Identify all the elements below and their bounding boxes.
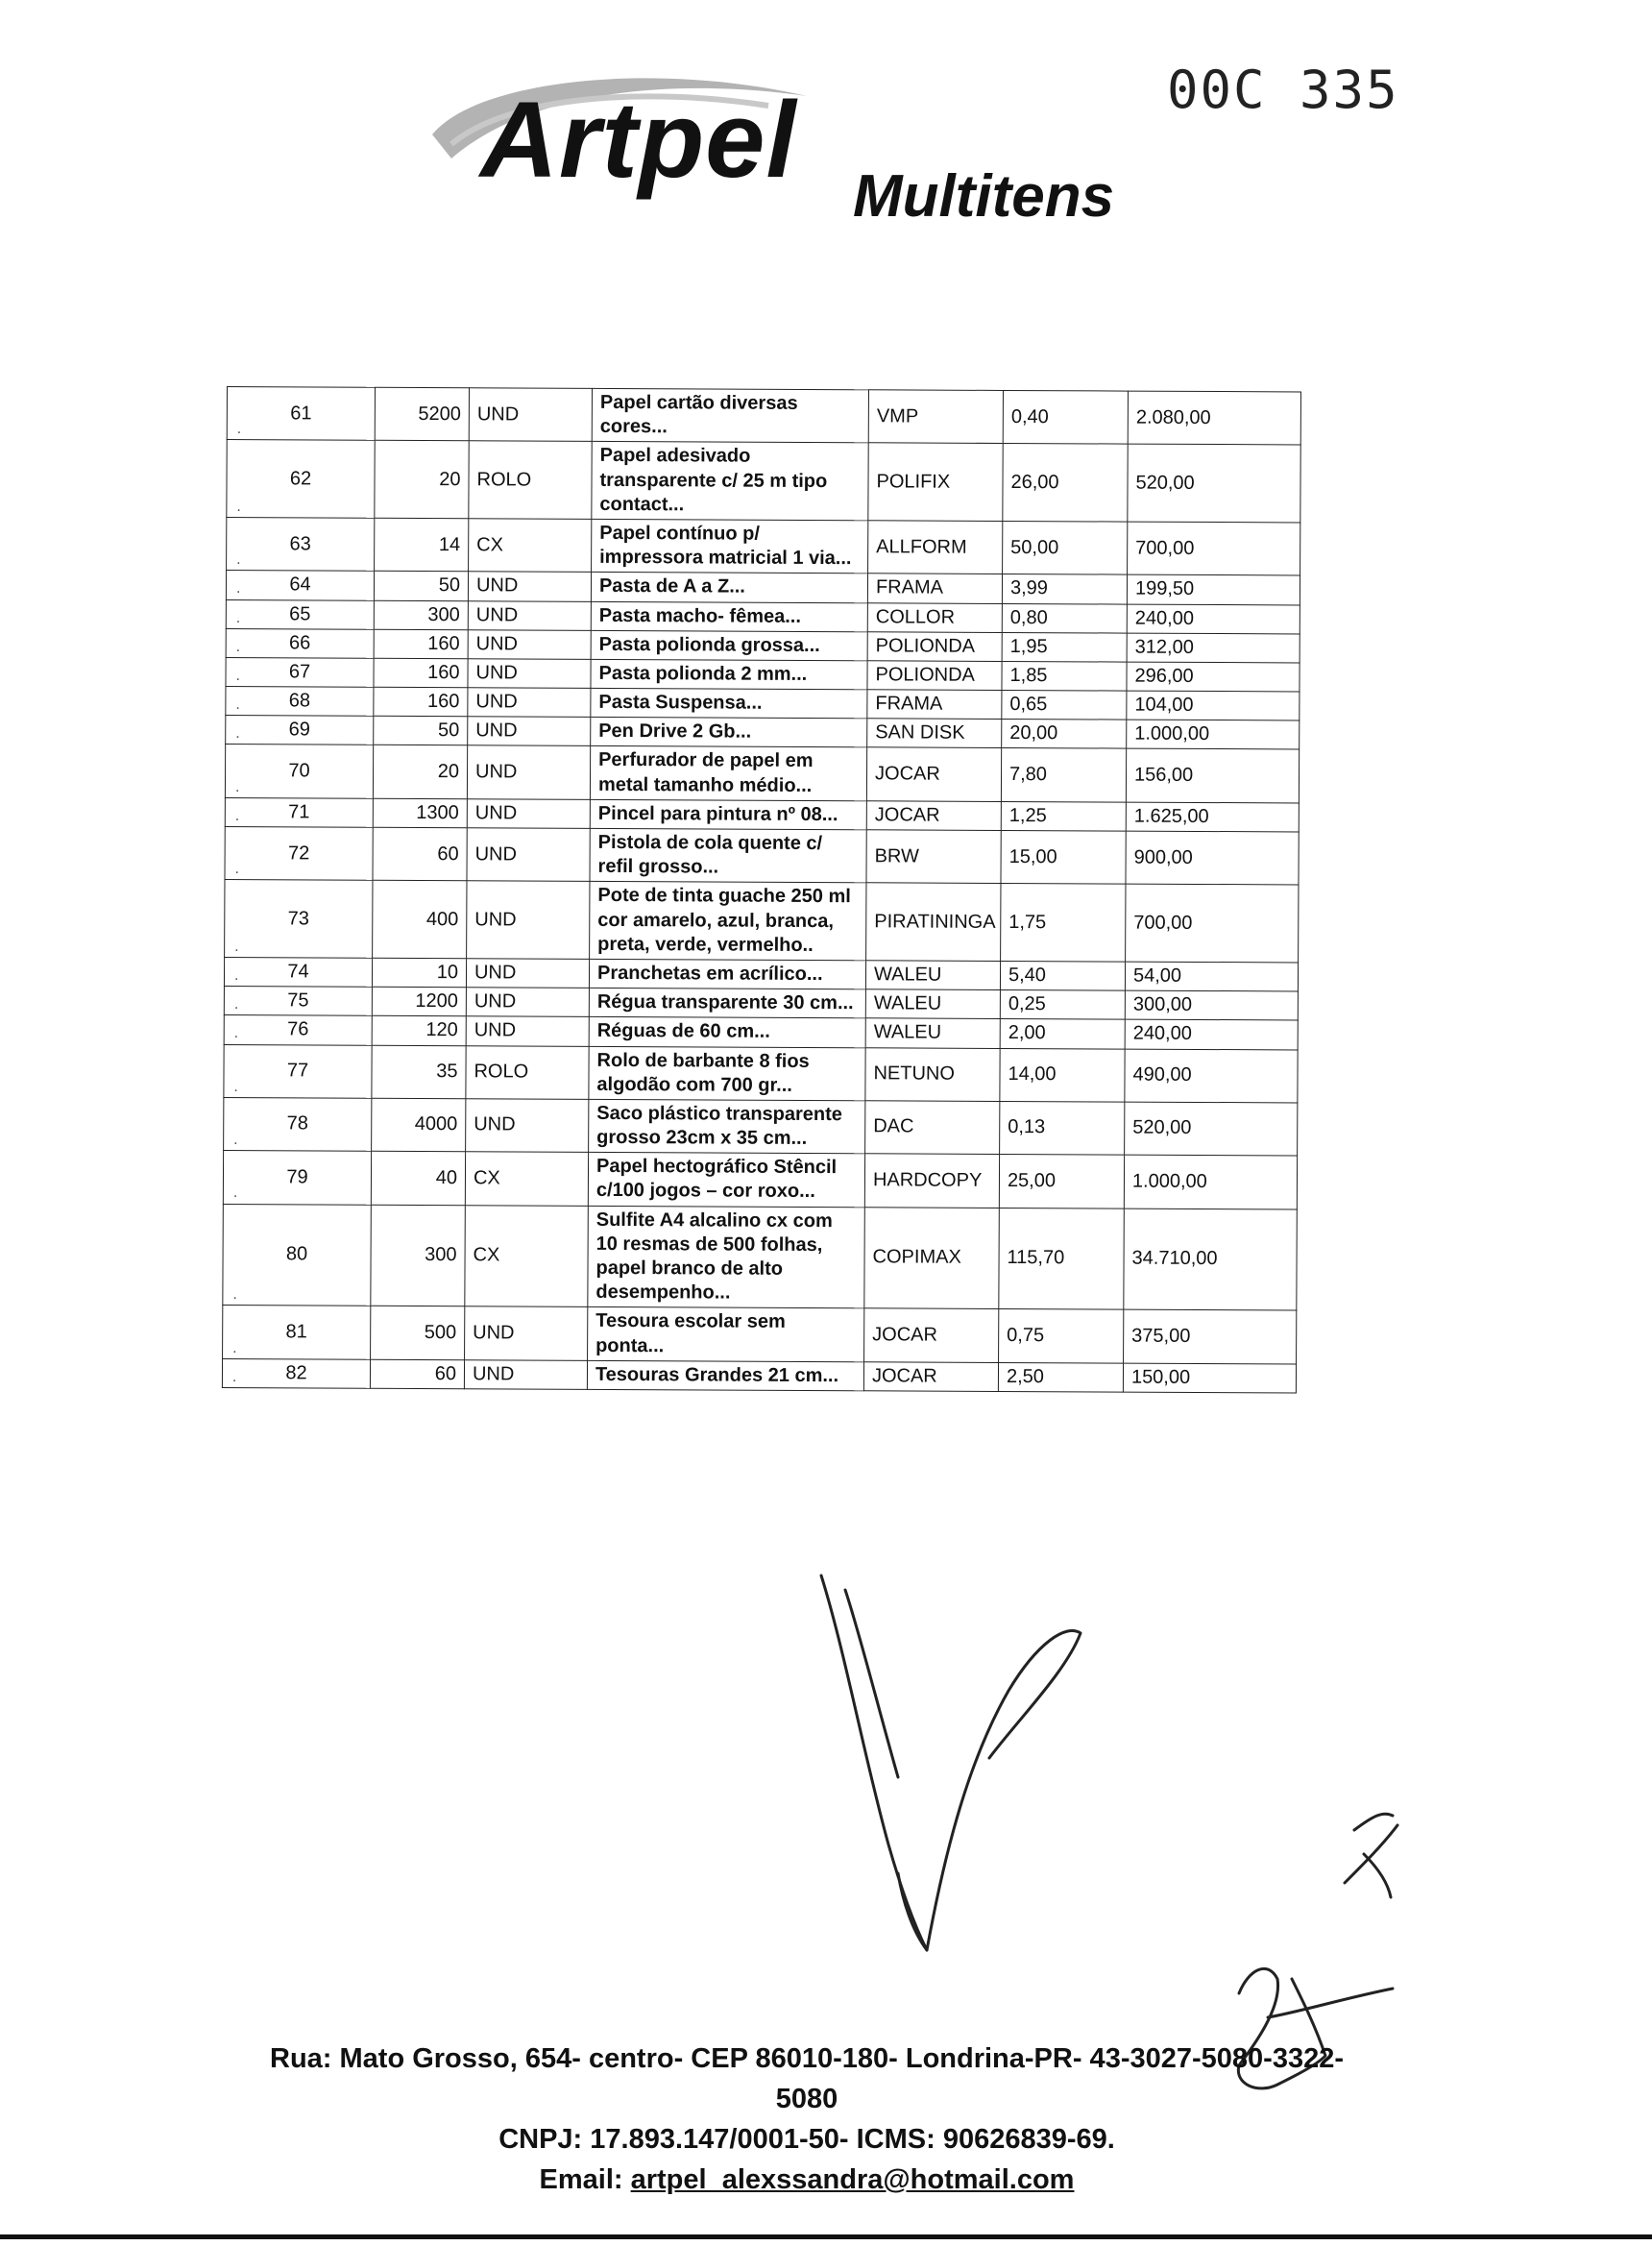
- item-brand: HARDCOPY: [864, 1154, 999, 1208]
- item-unit-price: 0,65: [1002, 691, 1127, 720]
- item-description: Régua transparente 30 cm...: [589, 988, 865, 1018]
- item-total: 34.710,00: [1124, 1208, 1298, 1311]
- footer-cnpj: CNPJ: 17.893.147/0001-50- ICMS: 90626839-69.: [498, 2124, 1115, 2156]
- item-brand: PIRATININGA: [866, 883, 1001, 961]
- table-row: [223, 1151, 1297, 1209]
- item-description: Papel adesivado transparente c/ 25 m tipo contact...: [592, 442, 868, 521]
- item-quantity: 60: [373, 827, 467, 881]
- item-quantity: 160: [374, 687, 468, 717]
- item-number: 70 .: [225, 745, 373, 798]
- item-unit-price: 2,00: [1000, 1019, 1125, 1049]
- item-brand: POLIFIX: [868, 443, 1003, 521]
- item-number: 82 .: [222, 1358, 370, 1388]
- item-quantity: 4000: [372, 1098, 466, 1152]
- item-brand: POLIONDA: [867, 661, 1002, 691]
- item-total: 1.000,00: [1127, 720, 1300, 749]
- item-total: 240,00: [1127, 604, 1300, 634]
- item-number: 62 .: [227, 440, 375, 518]
- table-row: [225, 826, 1299, 885]
- item-description: Pasta polionda grossa...: [591, 630, 867, 661]
- item-number: 79 .: [223, 1151, 371, 1205]
- item-unit: UND: [468, 659, 591, 689]
- item-unit: UND: [465, 1306, 588, 1360]
- item-unit: UND: [466, 988, 589, 1017]
- item-unit-price: 5,40: [1000, 961, 1125, 990]
- item-total: 700,00: [1126, 884, 1299, 962]
- item-unit-price: 1,95: [1002, 632, 1127, 662]
- item-description: Rolo de barbante 8 fios algodão com 700 gr...: [589, 1046, 865, 1101]
- item-number: 67 .: [226, 657, 374, 687]
- bottom-scan-edge: [0, 2234, 1652, 2239]
- item-unit-price: 115,70: [999, 1208, 1125, 1309]
- item-total: 240,00: [1125, 1019, 1298, 1049]
- item-description: Sulfite A4 alcalino cx com 10 resmas de 500 folhas, papel branco de alto desempenho...: [588, 1206, 865, 1308]
- logo-subtitle: Multitens: [853, 163, 1115, 230]
- item-brand: JOCAR: [863, 1362, 998, 1392]
- item-quantity: 160: [374, 629, 468, 659]
- item-number: 80 .: [223, 1204, 372, 1306]
- item-description: Pote de tinta guache 250 ml cor amarelo, azul, branca, preta, verde, vermelho..: [590, 882, 866, 961]
- item-total: 54,00: [1125, 962, 1298, 991]
- item-unit: UND: [466, 1099, 589, 1153]
- footer-address: Rua: Mato Grosso, 654- centro- CEP 86010-180- Londrina-PR- 43-3027-5080-3322-5080: [270, 2043, 1344, 2115]
- item-brand: JOCAR: [864, 1308, 999, 1362]
- item-quantity: 60: [370, 1359, 464, 1389]
- item-unit: UND: [466, 1016, 589, 1046]
- item-unit-price: 0,75: [999, 1309, 1124, 1363]
- item-unit: UND: [468, 688, 591, 718]
- item-number: 68 .: [226, 687, 374, 717]
- item-unit: UND: [468, 572, 591, 601]
- item-quantity: 20: [373, 745, 467, 799]
- item-quantity: 10: [372, 958, 466, 988]
- item-quantity: 1300: [373, 798, 467, 828]
- item-total: 900,00: [1126, 831, 1299, 885]
- item-unit-price: 25,00: [999, 1155, 1124, 1208]
- item-total: 199,50: [1127, 574, 1300, 604]
- item-brand: SAN DISK: [867, 719, 1002, 748]
- item-description: Réguas de 60 cm...: [589, 1017, 865, 1048]
- item-unit-price: 0,25: [1000, 990, 1125, 1020]
- item-quantity: 300: [371, 1205, 466, 1306]
- item-description: Pen Drive 2 Gb...: [591, 718, 867, 748]
- item-unit-price: 15,00: [1001, 830, 1126, 884]
- item-number: 71 .: [225, 797, 373, 827]
- item-brand: FRAMA: [867, 690, 1002, 720]
- table-row: [223, 1204, 1298, 1310]
- item-unit-price: 1,85: [1002, 661, 1127, 691]
- item-unit: CX: [465, 1152, 588, 1206]
- item-number: 72 .: [225, 826, 373, 880]
- item-unit-price: 7,80: [1001, 748, 1126, 802]
- item-unit-price: 3,99: [1002, 574, 1127, 604]
- item-description: Pranchetas em acrílico...: [589, 959, 865, 989]
- item-total: 300,00: [1125, 990, 1298, 1020]
- item-brand: WALEU: [865, 961, 1000, 990]
- item-quantity: 300: [374, 600, 468, 630]
- item-description: Pasta polionda 2 mm...: [591, 659, 867, 690]
- footer-contact: [240, 2038, 1373, 2200]
- item-brand: FRAMA: [867, 574, 1002, 603]
- item-unit: CX: [469, 519, 592, 573]
- item-description: Tesouras Grandes 21 cm...: [587, 1360, 863, 1391]
- item-unit-price: 1,25: [1001, 801, 1126, 831]
- item-brand: DAC: [865, 1101, 1000, 1155]
- company-logo: [423, 67, 1191, 259]
- item-number: 63 .: [227, 517, 375, 571]
- item-total: 375,00: [1124, 1309, 1297, 1363]
- item-unit: UND: [467, 828, 590, 882]
- item-quantity: 120: [372, 1016, 466, 1046]
- item-unit: UND: [467, 881, 590, 959]
- item-quantity: 14: [375, 518, 469, 572]
- table-row: [227, 440, 1300, 523]
- item-unit: ROLO: [466, 1045, 589, 1099]
- item-total: 312,00: [1127, 633, 1300, 663]
- table-row: [225, 880, 1299, 963]
- item-total: 520,00: [1125, 1102, 1298, 1156]
- item-unit: UND: [468, 600, 591, 630]
- item-unit-price: 0,13: [1000, 1101, 1125, 1155]
- item-unit-price: 26,00: [1003, 444, 1128, 522]
- item-number: 81 .: [223, 1306, 371, 1359]
- table-row: [223, 1306, 1297, 1364]
- logo-name: Artpel: [480, 80, 797, 200]
- item-unit-price: 0,40: [1003, 390, 1128, 444]
- item-unit-price: 20,00: [1002, 720, 1127, 749]
- item-brand: ALLFORM: [868, 521, 1003, 574]
- item-quantity: 50: [374, 572, 468, 601]
- item-quantity: 35: [372, 1045, 466, 1099]
- item-description: Papel contínuo p/ impressora matricial 1 via...: [592, 519, 868, 574]
- item-description: Saco plástico transparente grosso 23cm x 35 cm...: [589, 1099, 865, 1154]
- item-brand: VMP: [868, 390, 1003, 444]
- item-description: Pasta Suspensa...: [591, 688, 867, 719]
- item-brand: BRW: [866, 830, 1001, 884]
- item-unit: UND: [464, 1359, 587, 1389]
- item-total: 520,00: [1128, 444, 1300, 522]
- item-total: 1.000,00: [1124, 1155, 1297, 1208]
- item-number: 64 .: [226, 571, 374, 600]
- item-quantity: 1200: [372, 987, 466, 1016]
- item-unit-price: 14,00: [1000, 1048, 1125, 1102]
- item-quantity: 5200: [375, 387, 469, 441]
- item-number: 76 .: [224, 1015, 372, 1045]
- footer-email-label: Email:: [539, 2164, 631, 2196]
- item-description: Papel hectográfico Stêncil c/100 jogos – cor roxo...: [588, 1153, 864, 1208]
- item-brand: COPIMAX: [864, 1207, 1000, 1308]
- item-total: 296,00: [1127, 662, 1300, 692]
- table-row: [227, 517, 1300, 575]
- item-total: 700,00: [1128, 522, 1300, 575]
- item-quantity: 160: [374, 658, 468, 688]
- item-unit: UND: [468, 717, 591, 746]
- item-unit: UND: [466, 959, 589, 989]
- items-table-body: [222, 387, 1300, 1393]
- item-brand: POLIONDA: [867, 631, 1002, 661]
- item-total: 150,00: [1123, 1363, 1296, 1393]
- item-total: 490,00: [1125, 1049, 1298, 1103]
- item-description: Tesoura escolar sem ponta...: [588, 1307, 864, 1362]
- item-brand: NETUNO: [865, 1047, 1000, 1101]
- item-unit: UND: [468, 629, 591, 659]
- item-number: 69 .: [226, 716, 374, 745]
- item-description: Pasta macho- fêmea...: [591, 601, 867, 632]
- item-quantity: 50: [374, 717, 468, 746]
- item-unit-price: 2,50: [998, 1362, 1123, 1392]
- item-description: Pasta de A a Z...: [591, 573, 867, 603]
- footer-email-link[interactable]: artpel_alexssandra@hotmail.com: [630, 2164, 1075, 2196]
- item-number: 77 .: [224, 1044, 372, 1098]
- item-quantity: 40: [371, 1151, 465, 1205]
- item-number: 66 .: [226, 628, 374, 658]
- item-unit-price: 1,75: [1001, 884, 1126, 962]
- table-row: [224, 1097, 1298, 1156]
- item-unit: ROLO: [469, 441, 592, 519]
- footer-email-line: [240, 2160, 1373, 2200]
- item-brand: JOCAR: [866, 801, 1001, 831]
- item-number: 78 .: [224, 1097, 372, 1151]
- item-description: Perfurador de papel em metal tamanho médio...: [590, 746, 866, 801]
- table-row: [224, 1044, 1298, 1103]
- item-quantity: 20: [375, 441, 469, 519]
- table-row: [227, 387, 1300, 446]
- item-unit: CX: [465, 1205, 589, 1306]
- item-unit: UND: [469, 388, 592, 442]
- table-row: [222, 1358, 1296, 1393]
- item-brand: JOCAR: [866, 747, 1001, 801]
- item-number: 61 .: [227, 387, 375, 441]
- item-number: 73 .: [225, 880, 373, 958]
- item-description: Pistola de cola quente c/ refil grosso...: [590, 828, 866, 883]
- item-brand: WALEU: [865, 1018, 1000, 1048]
- item-number: 74 .: [224, 957, 372, 987]
- item-brand: COLLOR: [867, 602, 1002, 632]
- item-unit: UND: [467, 745, 590, 799]
- item-quantity: 500: [371, 1306, 465, 1360]
- page-number-stamp: 00C 335: [1167, 60, 1399, 120]
- item-unit-price: 0,80: [1002, 603, 1127, 633]
- item-quantity: 400: [373, 881, 467, 959]
- item-description: Papel cartão diversas cores...: [592, 388, 868, 443]
- item-total: 1.625,00: [1126, 802, 1299, 832]
- items-table: [222, 386, 1301, 1393]
- item-unit-price: 50,00: [1003, 521, 1128, 574]
- item-total: 156,00: [1126, 749, 1299, 803]
- item-description: Pincel para pintura nº 08...: [590, 799, 866, 830]
- item-total: 104,00: [1127, 691, 1300, 720]
- table-row: [225, 745, 1299, 803]
- item-total: 2.080,00: [1128, 391, 1300, 445]
- item-number: 75 .: [224, 987, 372, 1016]
- item-brand: WALEU: [865, 989, 1000, 1019]
- item-number: 65 .: [226, 599, 374, 629]
- item-unit: UND: [467, 799, 590, 829]
